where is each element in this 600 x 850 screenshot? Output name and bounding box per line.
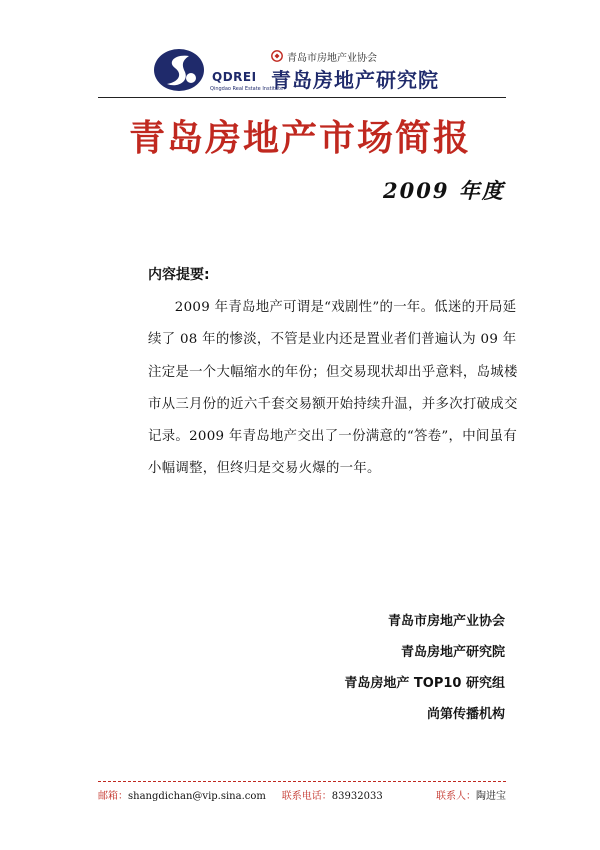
organization-institute: 青岛房地产研究院	[400, 645, 505, 660]
organization-research-group: 青岛房地产 TOP10 研究组	[344, 676, 505, 691]
contact-info	[436, 787, 506, 802]
report-title: 青岛房地产市场简报	[128, 118, 471, 159]
report-year: 2009 年度	[383, 178, 505, 203]
organization-association: 青岛市房地产业协会	[387, 614, 505, 629]
organization-list	[344, 606, 505, 730]
logo-subtitle: Qingdao Real Estate Institute	[210, 86, 284, 92]
email-link[interactable]: shangdichan@vip.sina.com	[128, 791, 266, 802]
association-name: 青岛市房地产业协会	[287, 53, 377, 64]
contact-name: 陶进宝	[476, 791, 506, 802]
phone-label: 联系电话：	[281, 791, 332, 802]
phone-number: 83932033	[331, 791, 383, 802]
logo-text: QDREI	[212, 70, 257, 84]
footer-divider	[98, 781, 506, 782]
association-emblem-icon	[271, 50, 283, 62]
organization-media: 尚第传播机构	[426, 707, 505, 722]
summary-heading: 内容提要:	[148, 267, 210, 283]
footer	[98, 787, 506, 802]
contact-label: 联系人：	[436, 791, 476, 802]
summary-body: 2009 年青岛地产可谓是“戏剧性”的一年。低迷的开局延续了 08 年的惨淡，不管是业内还是置业者们普遍认为 09 年注定是一个大幅缩水的年份；但交易现状却出乎意料，岛城楼市从三月份的近六千套交易额开始持续升温，并多次打破成交记录。2009 年青岛地产交出了一份满意的“答卷”，中间虽有小幅调整，但终归是交易火爆的一年。	[148, 300, 518, 477]
qdrei-logo-icon	[153, 48, 209, 92]
header-divider	[98, 97, 506, 98]
email-label: 邮箱：	[98, 791, 128, 802]
institute-name: 青岛房地产研究院	[271, 68, 439, 92]
